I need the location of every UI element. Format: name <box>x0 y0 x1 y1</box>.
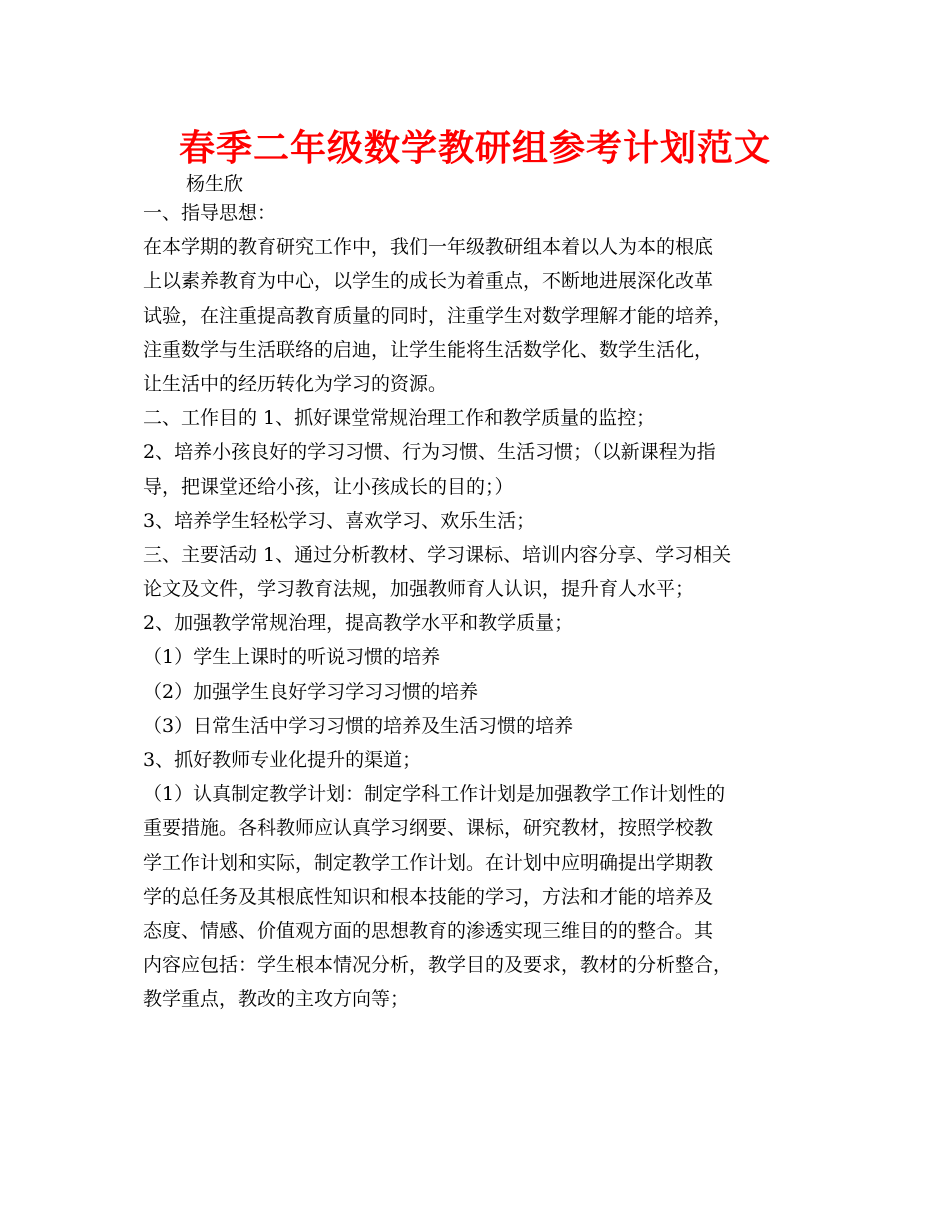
document-title: 春季二年级数学教研组参考计划范文 <box>178 127 771 169</box>
body-line: 2、培养小孩良好的学习习惯、行为习惯、生活习惯；（以新课程为指 <box>143 441 716 464</box>
body-line: 二、工作目的 1、抓好课堂常规治理工作和教学质量的监控； <box>143 407 656 430</box>
body-line: 论文及文件，学习教育法规，加强教师育人认识，提升育人水平； <box>143 578 695 601</box>
body-line: 在本学期的教育研究工作中，我们一年级教研组本着以人为本的根底 <box>143 236 714 259</box>
body-line: （1）认真制定教学计划：制定学科工作计划是加强教学工作计划性的 <box>143 783 726 806</box>
body-line: 重要措施。各科教师应认真学习纲要、课标，研究教材，按照学校教 <box>143 817 714 840</box>
body-line: 学的总任务及其根底性知识和根本技能的学习，方法和才能的培养及 <box>143 885 714 908</box>
body-line: 导，把课堂还给小孩，让小孩成长的目的；） <box>143 475 514 498</box>
document-author: 杨生欣 <box>186 173 244 195</box>
body-line: 注重数学与生活联络的启迪，让学生能将生活数学化、数学生活化， <box>143 338 714 361</box>
body-line: （1）学生上课时的听说习惯的培养 <box>143 646 441 669</box>
body-line: 一、指导思想： <box>143 202 277 224</box>
body-line: 3、抓好教师专业化提升的渠道； <box>143 749 422 771</box>
body-line: 态度、情感、价值观方面的思想教育的渗透实现三维目的的整合。其 <box>143 919 714 942</box>
body-line: （2）加强学生良好学习学习习惯的培养 <box>143 680 479 703</box>
body-line: 3、培养学生轻松学习、喜欢学习、欢乐生活； <box>143 509 536 532</box>
body-line: 让生活中的经历转化为学习的资源。 <box>143 372 448 395</box>
body-line: 教学重点，教改的主攻方向等； <box>143 988 410 1011</box>
body-line: 试验，在注重提高教育质量的同时，注重学生对数学理解才能的培养， <box>143 304 733 327</box>
body-line: （3）日常生活中学习习惯的培养及生活习惯的培养 <box>143 714 574 737</box>
body-line: 2、加强教学常规治理，提高教学水平和教学质量； <box>143 612 574 635</box>
body-line: 内容应包括：学生根本情况分析，教学目的及要求，教材的分析整合， <box>143 954 733 977</box>
body-line: 上以素养教育为中心，以学生的成长为着重点，不断地进展深化改革 <box>143 270 714 293</box>
document-body <box>143 196 833 1017</box>
body-line: 学工作计划和实际，制定教学工作计划。在计划中应明确提出学期教 <box>143 851 714 874</box>
body-line: 三、主要活动 1、通过分析教材、学习课标、培训内容分享、学习相关 <box>143 543 732 566</box>
